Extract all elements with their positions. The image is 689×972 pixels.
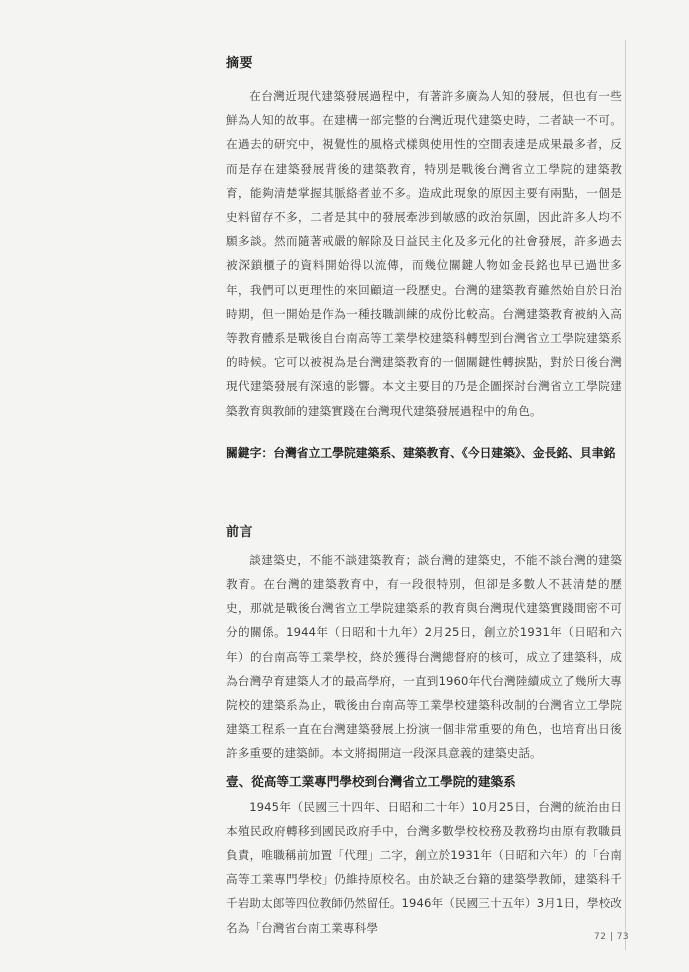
section-1-title: 壹、從高等工業專門學校到台灣省立工學院的建築系 [226, 773, 516, 789]
margin-rule [625, 40, 626, 950]
abstract-paragraph: 在台灣近現代建築發展過程中，有著許多廣為人知的發展，但也有一些鮮為人知的故事。在建構一部完整的台灣近現代建築史時，二者缺一不可。在過去的研究中，視覺性的風格式樣與使用性的空間表達是成果最多者，反而是存在建築發展背後的建築教育，特別是戰後台灣省立工學院的建築教育，能夠清楚掌握其脈絡者並不多。造成此現象的原因主要有兩點，一個是史料留存不多，二者是其中的發展牽涉到敏感的政治氛圍，因此許多人均不願多談。然而隨著戒嚴的解除及日益民主化及多元化的社會發展，許多過去被深鎖櫃子的資料開始得以流傳，而幾位關鍵人物如金長銘也早已過世多年，我們可以更理性的來回顧這一段歷史。台灣的建築教育雖然始自於日治時期，但一開始是作為一種技職訓練的成份比較高。台灣建築教育被納入高等教育體系是戰後自台南高等工業學校建築科轉型到台灣省立工學院建築系的時候。它可以被視為是台灣建築教育的一個關鍵性轉捩點，對於日後台灣現代建築發展有深遠的影響。本文主要目的乃是企圖探討台灣省立工學院建築教育與教師的建築實踐在台灣現代建築發展過程中的角色。 [226, 89, 622, 418]
page-number: 72 | 73 [594, 932, 630, 942]
preface-paragraph: 談建築史，不能不談建築教育；談台灣的建築史，不能不談台灣的建築教育。在台灣的建築教育中，有一段很特別，但卻是多數人不甚清楚的歷史，那就是戰後台灣省立工學院建築系的教育與台灣現代建築實踐間密不可分的關係。1944年（日昭和十九年）2月25日，創立於1931年（日昭和六年）的台南高等工業學校，終於獲得台灣總督府的核可，成立了建築科，成為台灣孕育建築人才的最高學府，一直到1960年代台灣陸續成立了幾所大專院校的建築系為止，戰後由台南高等工業學校建築科改制的台灣省立工學院建築工程系一直在台灣建築發展上扮演一個非常重要的角色，也培育出日後許多重要的建築師。本文將揭開這一段深具意義的建築史話。 [226, 552, 622, 761]
preface-heading: 前言 [226, 524, 254, 540]
article-body [226, 52, 622, 940]
abstract-heading: 摘要 [226, 56, 254, 71]
section-1-paragraph: 1945年（民國三十四年、日昭和二十年）10月25日，台灣的統治由日本殖民政府轉移到國民政府手中，台灣多數學校校務及教務均由原有教職員負責，唯職稱前加置「代理」二字，創立於1931年（日昭和六年）的「台南高等工業專門學校」仍維持原校名。由於缺乏台籍的建築學教師，建築科千千岩助太郎等四位教師仍然留任。1946年（民國三十五年）3月1日，學校改名為「台灣省台南工業專科學 [226, 799, 622, 935]
keywords-line: 關鍵字：台灣省立工學院建築系、建築教育、《今日建築》、金長銘、貝聿銘 [226, 445, 616, 460]
